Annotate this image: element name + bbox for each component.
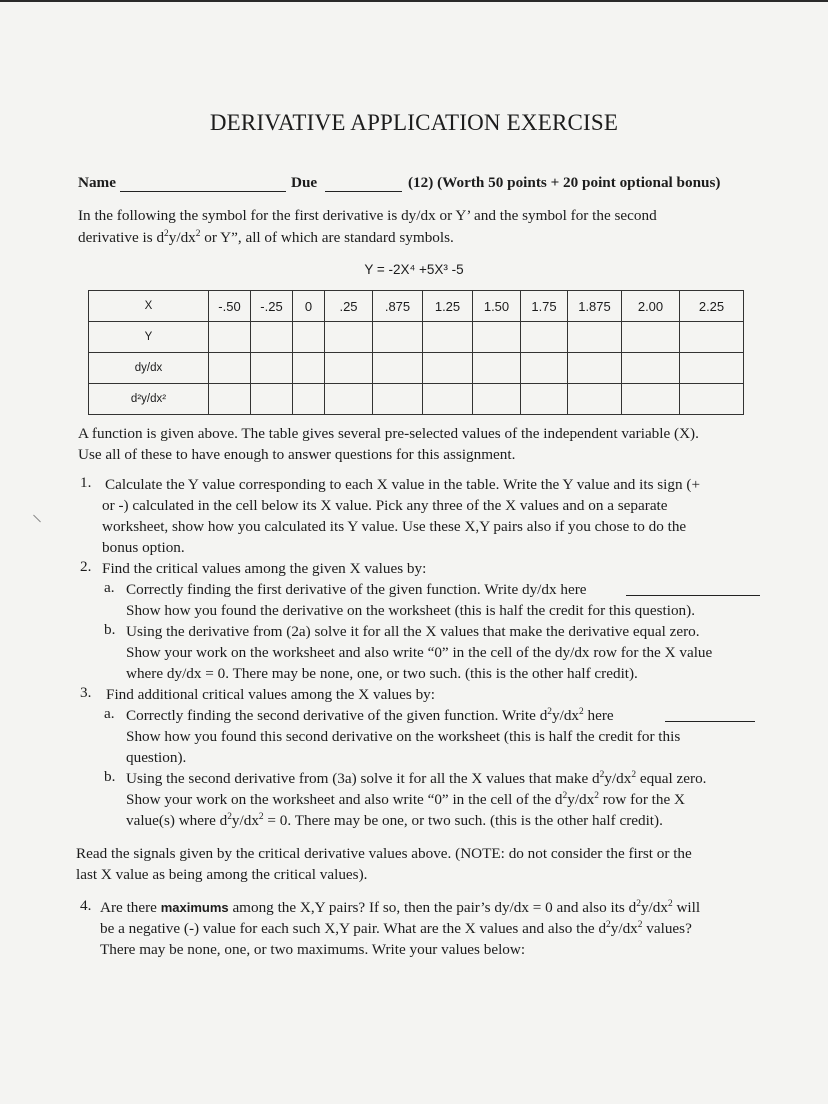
answer-cell[interactable]	[473, 322, 521, 353]
row-label: d²y/dx²	[89, 384, 209, 415]
answer-cell[interactable]	[568, 384, 622, 415]
after-table-line-1: A function is given above. The table gives several pre-selected values of the independent variable (X).	[78, 425, 699, 442]
answer-cell[interactable]	[622, 384, 680, 415]
q4-line-3: There may be none, one, or two maximums. Write your values below:	[100, 941, 526, 958]
q4-line-1: Are there maximums among the X,Y pairs? If so, then the pair’s dy/dx = 0 and also its $d^2y/dx^2$ will	[100, 898, 701, 916]
answer-cell[interactable]	[325, 353, 373, 384]
answer-cell[interactable]	[373, 322, 423, 353]
q2b-line-1: Using the derivative from (2a) solve it for all the X values that make the derivative equal zero.	[126, 623, 700, 640]
table-row	[89, 353, 744, 384]
q2-line-1: Find the critical values among the given X values by:	[102, 560, 427, 577]
values-table	[88, 290, 744, 415]
signals-line-1: Read the signals given by the critical derivative values above. (NOTE: do not consider the first or the	[76, 845, 692, 862]
x-value-cell: .25	[325, 291, 373, 322]
x-value-cell: 1.25	[423, 291, 473, 322]
x-value-cell: -.50	[209, 291, 251, 322]
x-value-cell: 1.50	[473, 291, 521, 322]
q2a-label: a.	[104, 579, 115, 596]
answer-cell[interactable]	[622, 353, 680, 384]
q3a-line-1: Correctly finding the second derivative of the given function. Write $d^2y/dx^2$ here	[126, 706, 614, 724]
q3a-line-2: Show how you found this second derivative on the worksheet (this is half the credit for this	[126, 728, 681, 745]
answer-cell[interactable]	[209, 322, 251, 353]
answer-cell[interactable]	[293, 322, 325, 353]
answer-cell[interactable]	[521, 384, 568, 415]
after-table-line-2: Use all of these to have enough to answer questions for this assignment.	[78, 446, 516, 463]
answer-cell[interactable]	[423, 384, 473, 415]
table-row	[89, 384, 744, 415]
answer-cell[interactable]	[209, 353, 251, 384]
x-value-cell: 1.875	[568, 291, 622, 322]
answer-cell[interactable]	[521, 353, 568, 384]
due-blank[interactable]	[325, 177, 402, 192]
answer-cell[interactable]	[423, 353, 473, 384]
answer-cell[interactable]	[293, 353, 325, 384]
q1-line-1: Calculate the Y value corresponding to each X value in the table. Write the Y value and its sign (+	[105, 476, 701, 493]
table-row	[89, 322, 744, 353]
answer-cell[interactable]	[680, 384, 744, 415]
name-label: Name	[78, 174, 116, 191]
answer-cell[interactable]	[293, 384, 325, 415]
q3b-line-3: value(s) where $d^2y/dx^2 = 0$. There may be one, or two such. (this is the other half credit).	[126, 811, 663, 829]
due-label: Due	[291, 174, 318, 191]
answer-cell[interactable]	[521, 322, 568, 353]
q3b-line-2: Show your work on the worksheet and also write “0” in the cell of the $d^2y/dx^2$ row for the X	[126, 790, 685, 808]
q2-number: 2.	[80, 558, 92, 575]
table-row	[89, 291, 744, 322]
x-value-cell: 1.75	[521, 291, 568, 322]
q3b-label: b.	[104, 768, 116, 785]
answer-cell[interactable]	[251, 353, 293, 384]
x-value-cell: 2.00	[622, 291, 680, 322]
x-value-cell: .875	[373, 291, 423, 322]
q2a-line-2: Show how you found the derivative on the worksheet (this is half the credit for this question).	[126, 602, 695, 619]
name-blank[interactable]	[120, 177, 286, 192]
answer-cell[interactable]	[473, 353, 521, 384]
row-label: X	[89, 291, 209, 322]
q2b-label: b.	[104, 621, 116, 638]
q3b-line-1: Using the second derivative from (3a) solve it for all the X values that make $d^2y/dx^2$ equal zero.	[126, 769, 707, 787]
q4-number: 4.	[80, 897, 92, 914]
answer-cell[interactable]	[325, 322, 373, 353]
q2a-line-1: Correctly finding the first derivative of the given function. Write dy/dx here	[126, 581, 587, 598]
answer-cell[interactable]	[325, 384, 373, 415]
intro-line-2: derivative is $d^2y/dx^2$ or Y”, all of which are standard symbols.	[78, 228, 454, 246]
intro-line-1: In the following the symbol for the first derivative is dy/dx or Y’ and the symbol for the second	[78, 207, 657, 224]
d2ydx2-answer-blank[interactable]	[665, 707, 755, 722]
row-label: Y	[89, 322, 209, 353]
answer-cell[interactable]	[568, 322, 622, 353]
q4-line-2: be a negative (-) value for each such X,Y pair. What are the X values and also the $d^2y/dx^2$ values?	[100, 919, 692, 937]
page-title: DERIVATIVE APPLICATION EXERCISE	[209, 110, 619, 135]
answer-cell[interactable]	[680, 353, 744, 384]
q1-number: 1.	[80, 474, 92, 491]
q1-line-4: bonus option.	[102, 539, 185, 556]
answer-cell[interactable]	[568, 353, 622, 384]
x-value-cell: 0	[293, 291, 325, 322]
worth-text: (12) (Worth 50 points + 20 point optional bonus)	[408, 174, 721, 191]
signals-line-2: last X value as being among the critical values).	[76, 866, 368, 883]
q3a-line-3: question).	[126, 749, 187, 766]
answer-cell[interactable]	[373, 353, 423, 384]
answer-cell[interactable]	[251, 384, 293, 415]
answer-cell[interactable]	[251, 322, 293, 353]
q1-line-2: or -) calculated in the cell below its X value. Pick any three of the X values and on a separate	[102, 497, 668, 514]
x-value-cell: 2.25	[680, 291, 744, 322]
x-value-cell: -.25	[251, 291, 293, 322]
q2b-line-2: Show your work on the worksheet and also write “0” in the cell of the dy/dx row for the X value	[126, 644, 713, 661]
q3a-label: a.	[104, 705, 115, 722]
q3-number: 3.	[80, 684, 92, 701]
q3-line-1: Find additional critical values among the X values by:	[106, 686, 435, 703]
answer-cell[interactable]	[680, 322, 744, 353]
stray-pen-mark	[33, 515, 41, 523]
answer-cell[interactable]	[423, 322, 473, 353]
answer-cell[interactable]	[622, 322, 680, 353]
answer-cell[interactable]	[209, 384, 251, 415]
answer-cell[interactable]	[373, 384, 423, 415]
q2b-line-3: where dy/dx = 0. There may be none, one, or two such. (this is the other half credit).	[126, 665, 638, 682]
function-equation: Y = -2X⁴ +5X³ -5	[364, 262, 464, 277]
dydx-answer-blank[interactable]	[626, 581, 760, 596]
top-border	[0, 0, 828, 2]
answer-cell[interactable]	[473, 384, 521, 415]
row-label: dy/dx	[89, 353, 209, 384]
q1-line-3: worksheet, show how you calculated its Y value. Use these X,Y pairs also if you chose to do the	[102, 518, 687, 535]
